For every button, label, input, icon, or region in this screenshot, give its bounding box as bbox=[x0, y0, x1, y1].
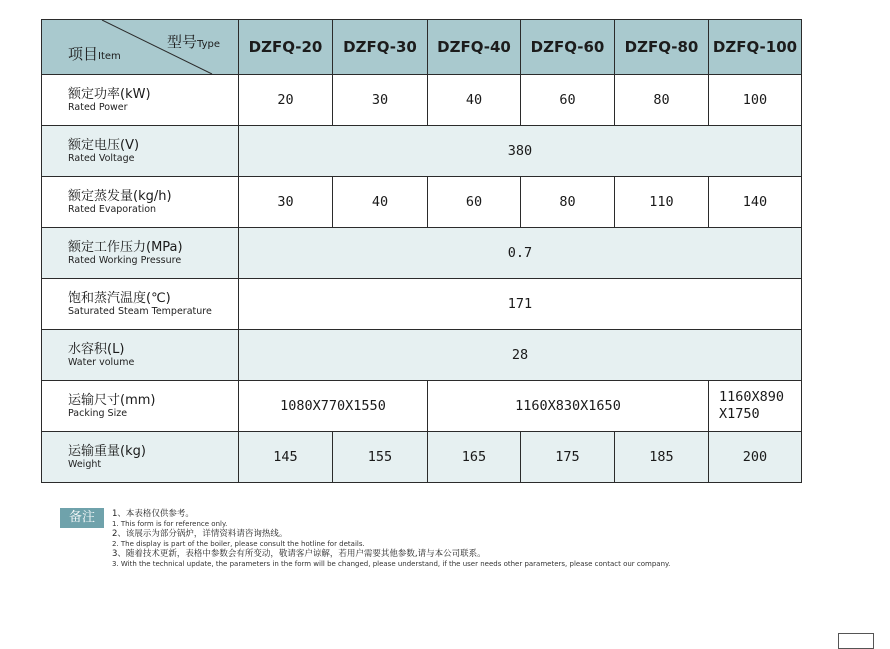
value-cell: 1080X770X1550 bbox=[239, 381, 428, 432]
value-cell: 110 bbox=[615, 177, 709, 228]
value-cell: 80 bbox=[521, 177, 615, 228]
note-cn: 3、随着技术更新，表格中参数会有所变动，敬请客户谅解，若用户需要其他参数,请与本公司联系。 bbox=[112, 549, 486, 559]
value-cell: 20 bbox=[239, 75, 333, 126]
row-weight bbox=[42, 432, 802, 483]
header-row bbox=[42, 20, 802, 75]
row-label: 水容积(L) Water volume bbox=[42, 330, 239, 381]
row-rated-voltage bbox=[42, 126, 802, 177]
value-cell: 40 bbox=[333, 177, 428, 228]
value-cell: 200 bbox=[709, 432, 802, 483]
row-packing-size bbox=[42, 381, 802, 432]
row-rated-evaporation bbox=[42, 177, 802, 228]
note-en: 2. The display is part of the boiler, please consult the hotline for details. bbox=[112, 540, 365, 548]
model-header: DZFQ-80 bbox=[615, 20, 709, 75]
value-cell: 380 bbox=[239, 126, 802, 177]
value-cell: 30 bbox=[239, 177, 333, 228]
model-header: DZFQ-60 bbox=[521, 20, 615, 75]
value-cell: 1160X890 X1750 bbox=[709, 381, 802, 432]
model-header: DZFQ-100 bbox=[709, 20, 802, 75]
model-header: DZFQ-40 bbox=[428, 20, 521, 75]
page-corner-box bbox=[838, 633, 874, 649]
spec-table bbox=[41, 19, 802, 483]
corner-header-cell bbox=[42, 20, 239, 75]
row-water-volume bbox=[42, 330, 802, 381]
value-cell: 60 bbox=[521, 75, 615, 126]
model-header: DZFQ-30 bbox=[333, 20, 428, 75]
notes-badge: 备注 bbox=[60, 508, 104, 528]
note-cn: 1、本表格仅供参考。 bbox=[112, 509, 194, 519]
value-cell: 60 bbox=[428, 177, 521, 228]
value-cell: 28 bbox=[239, 330, 802, 381]
row-rated-working-pressure bbox=[42, 228, 802, 279]
row-label: 额定功率(kW) Rated Power bbox=[42, 75, 239, 126]
value-cell: 0.7 bbox=[239, 228, 802, 279]
row-label: 运输重量(kg) Weight bbox=[42, 432, 239, 483]
value-cell: 30 bbox=[333, 75, 428, 126]
value-cell: 140 bbox=[709, 177, 802, 228]
row-label: 饱和蒸汽温度(℃) Saturated Steam Temperature bbox=[42, 279, 239, 330]
row-saturated-steam-temperature bbox=[42, 279, 802, 330]
notes-list bbox=[112, 509, 852, 569]
note-en: 1. This form is for reference only. bbox=[112, 520, 228, 528]
model-header: DZFQ-20 bbox=[239, 20, 333, 75]
row-label: 额定蒸发量(kg/h) Rated Evaporation bbox=[42, 177, 239, 228]
value-cell: 185 bbox=[615, 432, 709, 483]
value-cell: 165 bbox=[428, 432, 521, 483]
value-cell: 171 bbox=[239, 279, 802, 330]
row-label: 运输尺寸(mm) Packing Size bbox=[42, 381, 239, 432]
note-en: 3. With the technical update, the parameters in the form will be changed, please understand, if the user needs other parameters, please contact our company. bbox=[112, 560, 671, 568]
value-cell: 80 bbox=[615, 75, 709, 126]
value-cell: 40 bbox=[428, 75, 521, 126]
row-rated-power bbox=[42, 75, 802, 126]
value-cell: 155 bbox=[333, 432, 428, 483]
row-label: 额定工作压力(MPa) Rated Working Pressure bbox=[42, 228, 239, 279]
value-cell: 175 bbox=[521, 432, 615, 483]
value-cell: 1160X830X1650 bbox=[428, 381, 709, 432]
value-cell: 145 bbox=[239, 432, 333, 483]
type-label: 型号Type bbox=[167, 33, 220, 51]
row-label: 额定电压(V) Rated Voltage bbox=[42, 126, 239, 177]
item-label: 项目Item bbox=[68, 45, 121, 63]
note-cn: 2、该展示为部分锅炉，详情资料请咨询热线。 bbox=[112, 529, 288, 539]
value-cell: 100 bbox=[709, 75, 802, 126]
